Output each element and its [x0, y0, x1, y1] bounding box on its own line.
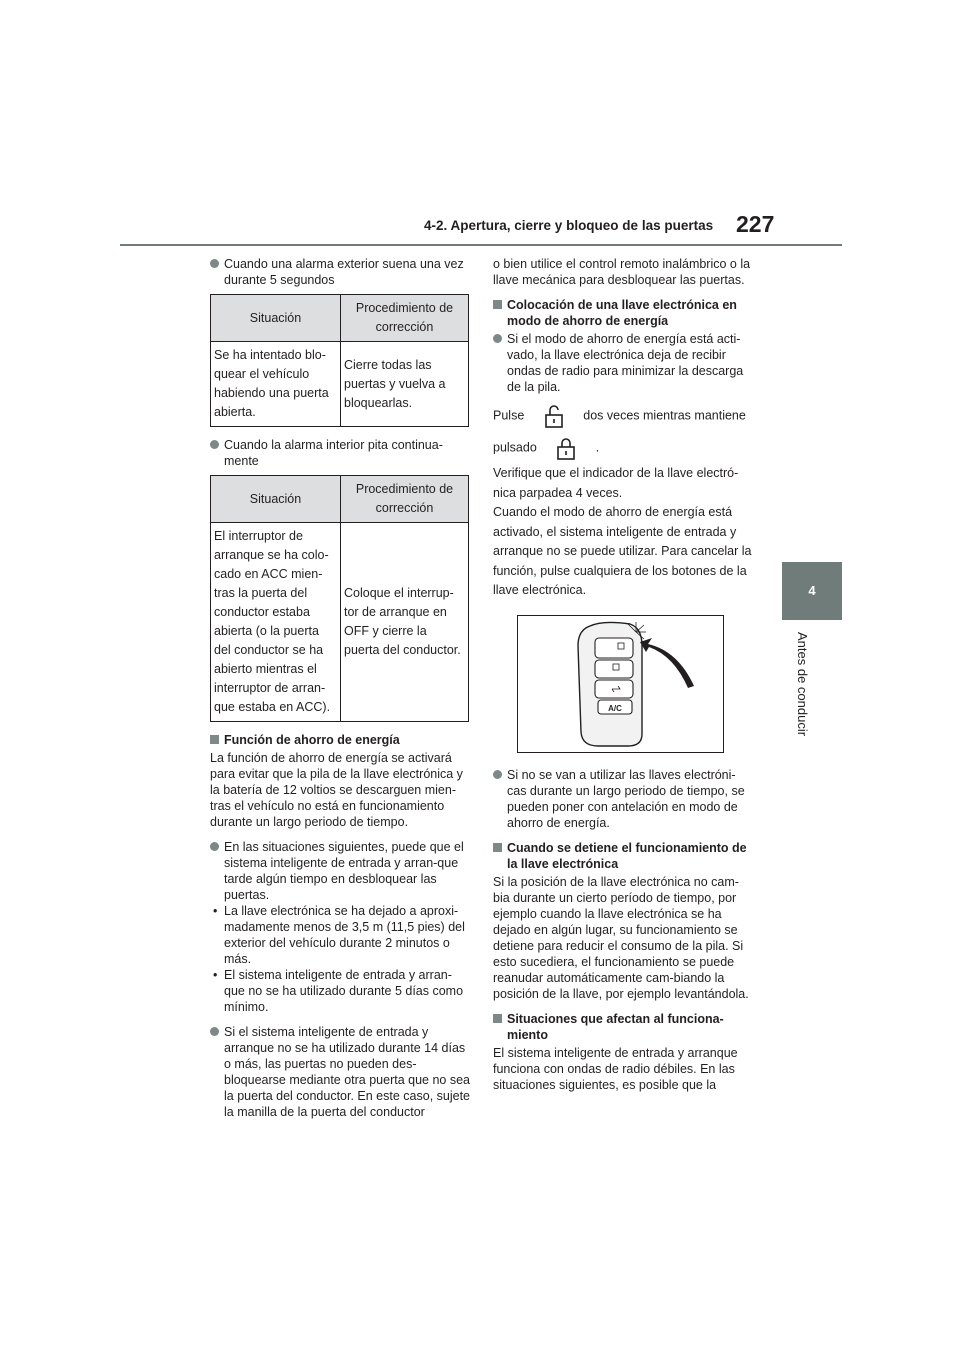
instruction-text: dos veces mientras mantiene: [583, 408, 746, 423]
instruction-line: [493, 436, 755, 460]
electronic-key-illustration: [517, 615, 724, 753]
paragraph: La función de ahorro de energía se activará para evitar que la pila de la llave electrónica y la batería de 12 voltios se descarguen mien-tras el vehículo no está en funcionamiento durante un largo periodo de tiempo.: [210, 751, 463, 829]
table-header-procedure: Procedimiento de corrección: [341, 476, 469, 523]
table-cell: Cierre todas las puertas y vuelva a bloquearlas.: [341, 342, 469, 427]
chapter-label: Antes de conducir: [795, 632, 810, 737]
instruction-text: pulsado: [493, 440, 537, 455]
left-column: [210, 256, 472, 1129]
bullet-interior-alarm: Cuando la alarma interior pita continua-mente: [210, 437, 472, 469]
table-header-situation: Situación: [211, 295, 341, 342]
table-cell: Se ha intentado blo-quear el vehículo habiendo una puerta abierta.: [211, 342, 341, 427]
section-title: 4-2. Apertura, cierre y bloqueo de las puertas: [424, 218, 714, 233]
key-ac-label: A/C: [608, 703, 622, 713]
right-column: [493, 256, 755, 1102]
table-exterior-alarm: [210, 294, 469, 427]
paragraph: o bien utilice el control remoto inalámbrico o la llave mecánica para desbloquear las puertas.: [493, 257, 751, 287]
unlock-icon: [542, 404, 566, 428]
paragraph: Verifique que el indicador de la llave electró-nica parpadea 4 veces.: [493, 466, 739, 500]
table-header-procedure: Procedimiento de corrección: [341, 295, 469, 342]
paragraph: Si la posición de la llave electrónica no cam-bia durante un cierto período de tiempo, por ejemplo cuando la llave electrónica se ha dejado en algún lugar, su funcionamiento se detiene para reducir el consumo de la pila. Si esto sucediera, el funcionamiento se puede reanudar automáticamente cam-biando la posición de la llave, por ejemplo levantándola.: [493, 874, 749, 1001]
bullet-situations: En las situaciones siguientes, puede que el sistema inteligente de entrada y arran-que tarde algún tiempo en desbloquear las puertas.: [210, 839, 472, 903]
table-cell: El interruptor de arranque se ha colo-cado en ACC mien-tras la puerta del conductor estaba abierta (o la puerta del conductor se ha abierto mientras el interruptor de arran-que estaba en ACC).: [211, 523, 341, 722]
bullet-exterior-alarm: Cuando una alarma exterior suena una vez durante 5 segundos: [210, 256, 472, 288]
bullet-long-period: Si no se van a utilizar las llaves electróni-cas durante un largo periodo de tiempo, se pueden poner con antelación en modo de ahorro de energía.: [493, 767, 755, 831]
page-number: 227: [736, 211, 775, 237]
heading-situations: Situaciones que afectan al funciona-miento: [493, 1011, 755, 1043]
instruction-text: Pulse: [493, 408, 525, 423]
table-interior-alarm: [210, 475, 469, 722]
header-rule: [120, 244, 842, 246]
chapter-tab: 4: [782, 562, 842, 620]
bullet-14-days: Si el sistema inteligente de entrada y arranque no se ha utilizado durante 14 días o más, las puertas no pueden des-bloquearse mediante otra puerta que no sea la puerta del conductor. En este caso, sujete la manilla de la puerta del conductor: [210, 1024, 472, 1120]
heading-key-stops: Cuando se detiene el funcionamiento de la llave electrónica: [493, 840, 755, 872]
heading-energy-saving: Función de ahorro de energía: [210, 732, 472, 748]
instruction-text: .: [595, 440, 600, 455]
bullet-energy-mode: Si el modo de ahorro de energía está acti-vado, la llave electrónica deja de recibir ondas de radio para minimizar la descarga de la pila.: [493, 331, 755, 395]
heading-set-energy-mode: Colocación de una llave electrónica en modo de ahorro de energía: [493, 297, 755, 329]
paragraph: El sistema inteligente de entrada y arranque funciona con ondas de radio débiles. En las situaciones siguientes, es posible que la: [493, 1045, 738, 1092]
sub-item: • La llave electrónica se ha dejado a aproxi-madamente menos de 3,5 m (11,5 pies) del exterior del vehículo durante 2 minutos o más.: [210, 903, 472, 967]
table-header-situation: Situación: [211, 476, 341, 523]
table-cell: Coloque el interrup-tor de arranque en OFF y cierre la puerta del conductor.: [341, 523, 469, 722]
electronic-key-icon: [518, 616, 723, 752]
paragraph: Cuando el modo de ahorro de energía está activado, el sistema inteligente de entrada y arranque no se puede utilizar. Para cancelar la función, pulse cualquiera de los botones de la llave electrónica.: [493, 505, 752, 597]
sub-item: • El sistema inteligente de entrada y arran-que no se ha utilizado durante 5 días como mínimo.: [210, 967, 472, 1015]
instruction-line: [493, 404, 755, 428]
lock-icon: [554, 436, 578, 460]
